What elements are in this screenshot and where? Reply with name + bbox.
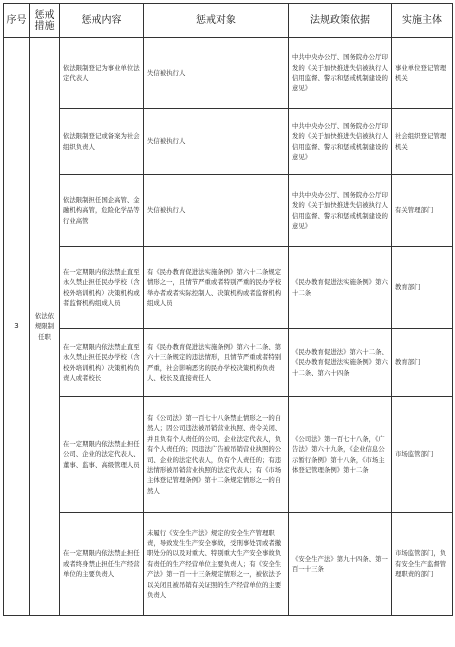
content-cell: 依法限制登记为事业单位法定代表人 xyxy=(60,38,144,109)
basis-cell: 《民办教育促进法》第六十二条、《民办教育促进法实施条例》第六十二条、第六十四条 xyxy=(289,329,392,397)
table-row xyxy=(4,247,453,329)
measure-cell: 依法依规限制任职 xyxy=(30,38,60,616)
table-row xyxy=(4,329,453,397)
header-measure: 惩戒措施 xyxy=(30,4,60,38)
seq-cell: 3 xyxy=(4,38,30,616)
target-cell: 有《民办教育促进法实施条例》第六十二条、第六十三条规定的违法情形，且情节严重或者特别严重，社会影响恶劣的民办学校决策机构负责人、校长及直接责任人 xyxy=(144,329,289,397)
target-cell: 失信被执行人 xyxy=(144,109,289,175)
executor-cell: 教育部门 xyxy=(392,247,453,329)
target-cell: 未履行《安全生产法》规定的安全生产管理职责，导致发生生产安全事故，受刑事处罚或者撤职处分的以及对重大、特别重大生产安全事故负有责任的生产经营单位主要负责人；有《安全生产法》第一百一十三条规定情形之一，被依法予以关闭且被吊销有关证照的生产经营单位的主要负责人 xyxy=(144,513,289,616)
header-executor: 实施主体 xyxy=(392,4,453,38)
target-cell: 失信被执行人 xyxy=(144,38,289,109)
content-cell: 在一定期限内依法禁止担任公司、企业的法定代表人、董事、监事、高级管理人员 xyxy=(60,397,144,513)
table-row xyxy=(4,175,453,247)
content-cell: 依法限制担任国企高管、金融机构高管，危险化学品等行业高管 xyxy=(60,175,144,247)
header-basis: 法规政策依据 xyxy=(289,4,392,38)
basis-cell: 《民办教育促进法实施条例》第六十二条 xyxy=(289,247,392,329)
executor-cell: 市场监管部门，负有安全生产监督管理职责的部门 xyxy=(392,513,453,616)
header-seq: 序号 xyxy=(4,4,30,38)
executor-cell: 教育部门 xyxy=(392,329,453,397)
basis-cell: 中共中央办公厅、国务院办公厅印发的《关于加快推进失信被执行人信用监督、警示和惩戒机制建设的意见》 xyxy=(289,175,392,247)
header-row xyxy=(4,4,453,38)
table-row xyxy=(4,513,453,616)
basis-cell: 中共中央办公厅、国务院办公厅印发的《关于加快推进失信被执行人信用监督、警示和惩戒机制建设的意见》 xyxy=(289,109,392,175)
basis-cell: 《公司法》第一百七十八条，《广告法》第六十九条，《企业信息公示暂行条例》第十八条，《市场主体登记管理条例》第十二条 xyxy=(289,397,392,513)
table-row xyxy=(4,38,453,109)
content-cell: 在一定期限内依法禁止直至永久禁止担任民办学校（含校外培训机构）决策机构或者监督机构组成人员 xyxy=(60,247,144,329)
header-content: 惩戒内容 xyxy=(60,4,144,38)
target-cell: 有《公司法》第一百七十八条禁止情形之一的自然人；因公司违法被吊销营业执照、责令关闭、并且负有个人责任的公司、企业法定代表人，负有个人责任的；因违法广告被吊销营业执照的公司、企业的法定代表人，负有个人责任的；有违法情形被吊销营业执照的法定代表人；有《市场主体登记管理条例》第十二条规定情形之一的自然人 xyxy=(144,397,289,513)
punishment-table xyxy=(3,3,453,616)
content-cell: 在一定期限内依法禁止直至永久禁止担任民办学校（含校外培训机构）决策机构负责人或者校长 xyxy=(60,329,144,397)
target-cell: 有《民办教育促进法实施条例》第六十二条规定情形之一，且情节严重或者特别严重的民办学校举办者或者实际控制人、决策机构或者监督机构组成人员 xyxy=(144,247,289,329)
executor-cell: 事业单位登记管理机关 xyxy=(392,38,453,109)
table-row xyxy=(4,397,453,513)
page xyxy=(0,3,455,647)
content-cell: 依法限制登记或备案为社会组织负责人 xyxy=(60,109,144,175)
table-row xyxy=(4,109,453,175)
executor-cell: 社会组织登记管理机关 xyxy=(392,109,453,175)
header-target: 惩戒对象 xyxy=(144,4,289,38)
basis-cell: 中共中央办公厅、国务院办公厅印发的《关于加快推进失信被执行人信用监督、警示和惩戒机制建设的意见》 xyxy=(289,38,392,109)
target-cell: 失信被执行人 xyxy=(144,175,289,247)
executor-cell: 市场监管部门 xyxy=(392,397,453,513)
executor-cell: 有关管理部门 xyxy=(392,175,453,247)
basis-cell: 《安全生产法》第九十四条、第一百一十三条 xyxy=(289,513,392,616)
content-cell: 在一定期限内依法禁止担任或者终身禁止担任生产经营单位的主要负责人 xyxy=(60,513,144,616)
